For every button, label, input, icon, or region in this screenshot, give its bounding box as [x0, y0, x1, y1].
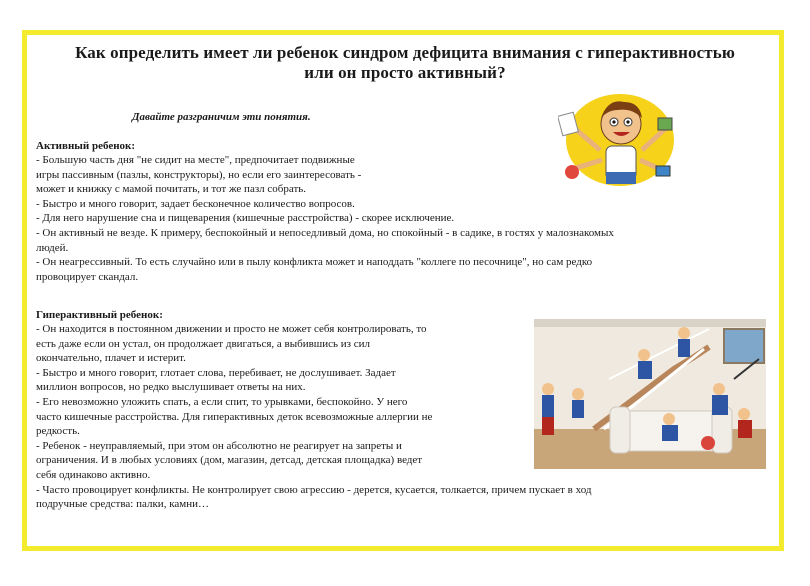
text-line: - Быстро и много говорит, глотает слова, перебивает, не дослушивает. Задает [36, 366, 396, 379]
text-line: есть даже если он устал, он продолжает двигаться, а выбившись из сил [36, 337, 371, 350]
text-line: людей. [36, 241, 69, 254]
text-line: - Его невозможно уложить спать, а если спит, то урывками, беспокойно. У него [36, 395, 408, 408]
text-line: себя одинаково активно. [36, 468, 151, 481]
subtitle: Давайте разграничим эти понятия. [132, 111, 311, 123]
text-line: - Часто провоцирует конфликты. Не контролирует свою агрессию - дерется, кусается, толкается, причем пускает в ход [36, 483, 592, 496]
text-line: окончательно, плачет и истерит. [36, 352, 186, 365]
text-line: - Большую часть дня "не сидит на месте", предпочитает подвижные [36, 154, 355, 166]
poster-title [40, 43, 770, 83]
text-line: провоцирует скандал. [36, 270, 139, 283]
text-line: - Он неагрессивный. То есть случайно или в пылу конфликта может и наподдать "коллеге по песочнице", но сам редко [36, 256, 593, 269]
text-line: - Он находится в постоянном движении и просто не может себя контролировать, то [36, 323, 427, 335]
text-line: - Быстро и много говорит, задает бесконечное количество вопросов. [36, 197, 355, 210]
text-line: подручные средства: палки, камни… [36, 498, 209, 511]
title-line-2: или он просто активный? [304, 63, 506, 82]
text-line: игры пассивным (пазлы, конструкторы), но если его заинтересовать - [36, 168, 362, 181]
hyperactive-child-heading: Гиперактивный ребенок: [36, 309, 163, 321]
hyperactive-child-text [36, 322, 592, 512]
text-line: - Он активный не везде. К примеру, беспокойный и непоседливый дома, но спокойный - в садике, в гостях у малознакомых [36, 226, 614, 239]
title-line-1: Как определить имеет ли ребенок синдром дефицита внимания с гиперактивностью [75, 43, 735, 62]
text-line: может и книжку с мамой почитать, и тот же пазл собрать. [36, 183, 307, 196]
active-child-heading: Активный ребенок: [36, 140, 136, 152]
text-line: миллион вопросов, но редко выслушивает ответы на них. [36, 381, 306, 394]
text-line: ограничения. И в любых условиях (дом, магазин, детсад, детская площадка) ведет [36, 454, 423, 467]
text-line: часто кишечные расстройства. Для гиперактивных деток всевозможные аллергии не [36, 410, 433, 423]
text-line: - Ребенок - неуправляемый, при этом он абсолютно не реагирует на запреты и [36, 439, 402, 452]
active-child-text [36, 153, 614, 284]
text-line: редкость. [36, 425, 80, 438]
children-playing-photo [534, 319, 766, 469]
text-line: - Для него нарушение сна и пищеварения (кишечные расстройства) - скорее исключение. [36, 212, 455, 225]
